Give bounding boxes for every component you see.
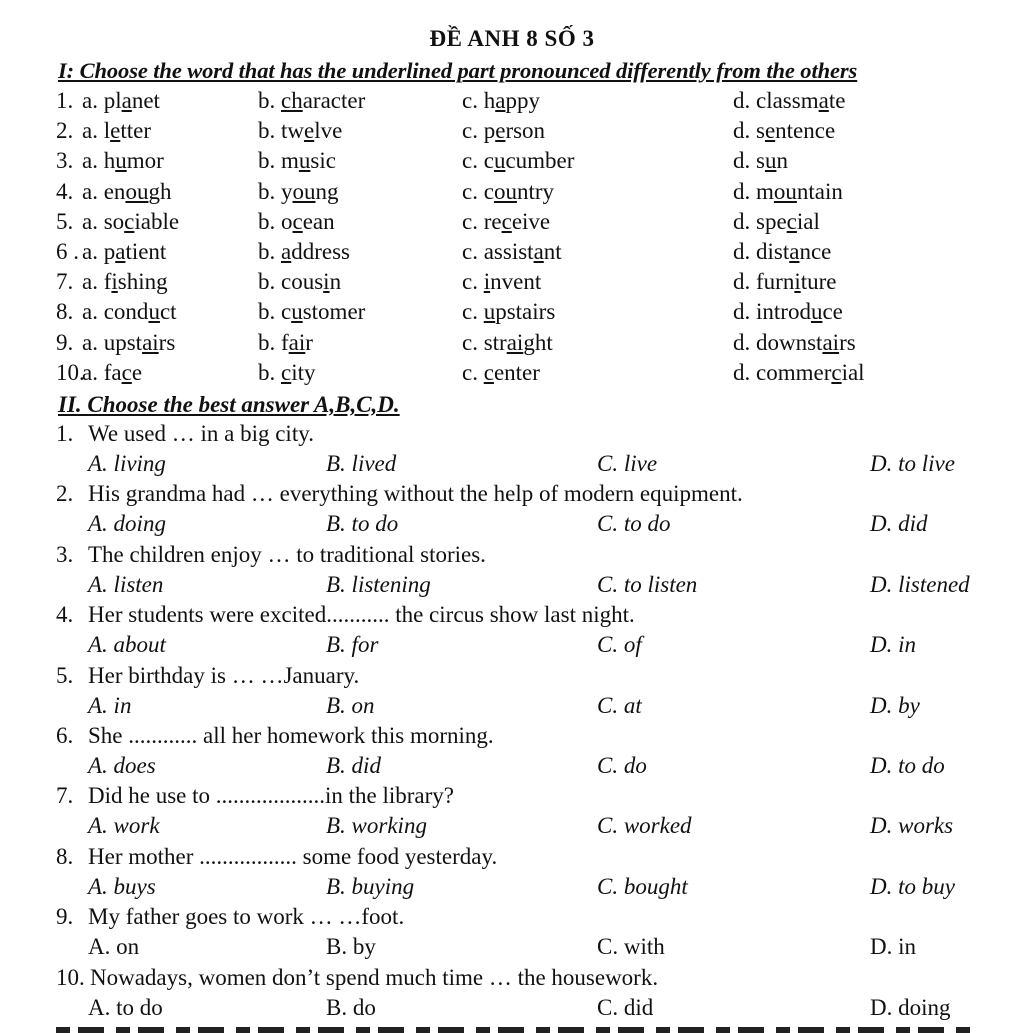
word-part: nce — [799, 239, 832, 264]
question-text: Her mother ................. some food yesterday. — [88, 843, 498, 869]
underlined-part: c — [292, 208, 303, 234]
answer-row — [0, 693, 1024, 723]
answer-option: D. by — [870, 692, 920, 718]
word-part: net — [131, 88, 160, 113]
word-option — [82, 330, 175, 356]
answer-option: D. doing — [870, 994, 951, 1020]
question-number: 4. — [56, 178, 74, 204]
word-part: sic — [310, 148, 336, 174]
underlined-part: ai — [822, 329, 840, 355]
option-letter: b. — [258, 269, 276, 295]
answer-option: A. in — [88, 692, 132, 718]
option-letter: a. — [82, 239, 98, 264]
underlined-part: u — [810, 299, 823, 325]
option-letter: c. — [462, 359, 478, 385]
question-row — [0, 723, 1024, 753]
question-text: My father goes to work … …foot. — [88, 904, 405, 930]
question-text: She ............ all her homework this morning. — [88, 723, 494, 748]
question-row — [0, 783, 1024, 813]
option-letter: d. — [733, 118, 751, 144]
word-option — [462, 179, 554, 205]
option-letter: d. — [733, 359, 751, 385]
underlined-part: u — [115, 148, 127, 174]
underlined-part: c — [121, 359, 132, 385]
underlined-part: a — [533, 239, 544, 264]
word-part: s — [756, 118, 765, 144]
underlined-part: a — [121, 88, 132, 113]
answer-row — [0, 451, 1024, 481]
word-part: ppy — [505, 88, 540, 113]
option-letter: b. — [258, 299, 276, 325]
answer-option: A. does — [88, 753, 156, 778]
underlined-part: u — [764, 148, 777, 174]
underlined-part: ou — [773, 178, 797, 204]
option-letter: b. — [258, 118, 276, 144]
question-row — [0, 148, 1024, 178]
word-part: ntry — [516, 178, 554, 204]
word-part: cous — [281, 269, 324, 295]
underlined-part: u — [493, 148, 506, 174]
word-option — [258, 148, 336, 174]
word-option — [733, 148, 788, 174]
word-part: fa — [103, 359, 122, 385]
question-row — [0, 602, 1024, 632]
answer-option: C. of — [597, 632, 642, 658]
answer-option: C. to do — [597, 511, 671, 537]
word-option — [462, 360, 540, 386]
word-option — [733, 88, 845, 114]
word-part: commer — [756, 359, 832, 385]
word-part: tter — [120, 118, 151, 144]
word-part: introd — [756, 299, 811, 325]
question-text: We used … in a big city. — [88, 421, 314, 446]
answer-option: C. at — [597, 692, 642, 718]
word-part: re — [483, 208, 502, 234]
word-part: rs — [839, 329, 856, 355]
answer-option: C. to listen — [597, 571, 698, 597]
option-letter: a. — [82, 88, 98, 113]
answer-option: C. worked — [597, 813, 692, 839]
question-number: 7. — [56, 269, 74, 295]
question-row — [0, 330, 1024, 360]
option-letter: d. — [733, 269, 751, 295]
answer-option: B. working — [326, 813, 427, 839]
word-part: downst — [756, 329, 823, 355]
question-row — [0, 481, 1024, 511]
answer-option: D. in — [870, 632, 916, 658]
section-1-heading: I: Choose the word that has the underlined part pronounced differently from the others — [58, 58, 858, 83]
word-part: gh — [148, 178, 172, 204]
word-part: stomer — [302, 299, 366, 325]
word-part: y — [281, 178, 293, 204]
underlined-part: a — [789, 239, 800, 264]
option-letter: c. — [462, 269, 478, 295]
answer-option: A. about — [88, 632, 166, 658]
question-row — [0, 269, 1024, 299]
question-text: Her birthday is … …January. — [88, 662, 360, 688]
option-letter: a. — [82, 269, 98, 295]
word-part: p — [103, 239, 116, 264]
word-part: classm — [756, 88, 819, 113]
word-part: n — [329, 269, 342, 295]
answer-option: C. did — [597, 994, 654, 1020]
word-option — [258, 330, 313, 356]
word-part: l — [103, 118, 111, 144]
word-option — [733, 209, 820, 235]
word-part: ng — [315, 178, 339, 204]
question-number: 3. — [56, 148, 74, 174]
underlined-part: i — [794, 269, 801, 295]
word-option — [733, 299, 843, 325]
underlined-part: a — [495, 88, 506, 113]
option-letter: c. — [462, 118, 478, 144]
word-part: p — [483, 118, 496, 144]
question-number: 1. — [56, 421, 74, 446]
word-part: h — [483, 88, 496, 113]
word-part: upst — [103, 329, 143, 355]
word-option — [258, 239, 350, 265]
underlined-part: u — [483, 299, 496, 325]
word-option — [258, 179, 339, 205]
option-letter: b. — [258, 148, 276, 174]
word-option — [258, 118, 342, 144]
underlined-part: a — [818, 88, 829, 113]
question-number: 9. — [56, 904, 74, 930]
word-option — [462, 148, 574, 174]
word-option — [82, 299, 177, 325]
underlined-part: e — [764, 118, 776, 144]
question-row — [0, 663, 1024, 693]
underlined-part: a — [115, 239, 126, 264]
word-option — [462, 118, 545, 144]
word-part: m — [281, 148, 299, 174]
word-part: eive — [511, 208, 551, 234]
word-part: r — [305, 329, 313, 355]
word-part: s — [756, 148, 765, 174]
word-part: c — [281, 299, 292, 325]
answer-option: B. to do — [326, 511, 399, 537]
question-number: 1. — [56, 88, 74, 113]
underlined-part: e — [495, 118, 506, 144]
underlined-part: c — [124, 208, 135, 234]
word-part: ght — [523, 329, 553, 355]
answer-option: A. buys — [88, 873, 156, 899]
word-part: cond — [103, 299, 149, 325]
option-letter: b. — [258, 329, 276, 355]
option-letter: b. — [258, 178, 276, 204]
option-letter: a. — [82, 148, 98, 174]
word-part: so — [103, 208, 125, 234]
word-part: f — [103, 269, 112, 295]
word-part: aracter — [302, 88, 366, 113]
question-row — [0, 209, 1024, 239]
word-part: furn — [756, 269, 795, 295]
word-part: tw — [281, 118, 304, 144]
word-option — [462, 330, 553, 356]
word-part: ean — [302, 208, 335, 234]
word-part: n — [776, 148, 788, 174]
underlined-part: c — [483, 359, 494, 385]
question-row — [0, 118, 1024, 148]
word-part: cumber — [505, 148, 575, 174]
option-letter: c. — [462, 208, 478, 234]
word-part: ct — [159, 299, 177, 325]
page-title: ĐỀ ANH 8 SỐ 3 — [429, 26, 595, 51]
word-option — [258, 209, 335, 235]
word-part: ity — [291, 359, 316, 385]
word-part: te — [828, 88, 846, 113]
word-option — [82, 209, 179, 235]
word-part: h — [103, 148, 116, 174]
word-part: str — [483, 329, 507, 355]
question-number: 8. — [56, 843, 74, 869]
word-part: nvent — [490, 269, 542, 295]
word-option — [733, 118, 835, 144]
question-number: 2. — [56, 481, 74, 507]
underlined-part: ai — [506, 329, 524, 355]
answer-option: C. live — [597, 451, 658, 476]
answer-option: B. did — [326, 753, 381, 778]
word-part: ial — [796, 208, 820, 234]
word-part: c — [483, 148, 494, 174]
answer-row — [0, 813, 1024, 843]
word-option — [462, 299, 555, 325]
answer-option: D. to do — [870, 753, 945, 778]
option-letter: b. — [258, 88, 276, 113]
option-letter: c. — [462, 329, 478, 355]
underlined-part: ou — [125, 178, 149, 204]
question-row — [0, 844, 1024, 874]
word-option — [258, 299, 365, 325]
cut-off-next-line — [56, 1027, 976, 1033]
underlined-part: i — [111, 269, 118, 295]
answer-row — [0, 753, 1024, 783]
answer-option: D. listened — [870, 571, 970, 597]
word-part: en — [103, 178, 126, 204]
option-letter: a. — [82, 359, 98, 385]
question-row — [0, 421, 1024, 451]
option-letter: c. — [462, 299, 478, 325]
question-number: 10. — [56, 359, 85, 385]
word-part: tient — [125, 239, 167, 264]
question-number: 9. — [56, 329, 74, 355]
question-text: Nowadays, women don’t spend much time … the housework. — [90, 964, 659, 990]
word-part: e — [131, 359, 143, 385]
word-option — [258, 88, 365, 114]
word-part: f — [281, 329, 289, 355]
answer-option: B. on — [326, 692, 375, 718]
option-letter: d. — [733, 148, 751, 174]
question-number: 3. — [56, 541, 74, 567]
underlined-part: a — [281, 239, 292, 264]
word-part: rson — [505, 118, 546, 144]
answer-option: D. in — [870, 934, 916, 960]
answer-option: B. buying — [326, 873, 415, 899]
word-option — [462, 269, 541, 295]
answer-option: B. by — [326, 934, 376, 960]
answer-row — [0, 934, 1024, 964]
answer-option: D. to buy — [870, 873, 955, 899]
word-option — [82, 239, 166, 265]
question-text: His grandma had … everything without the help of modern equipment. — [88, 481, 743, 507]
option-letter: b. — [258, 208, 276, 234]
underlined-part: i — [323, 269, 330, 295]
answer-option: B. do — [326, 994, 376, 1020]
word-part: spe — [756, 208, 787, 234]
question-text: Her students were excited........... the circus show last night. — [88, 602, 635, 628]
underlined-part: i — [483, 269, 491, 295]
answer-row — [0, 995, 1024, 1025]
word-part: nt — [543, 239, 562, 264]
question-row — [0, 179, 1024, 209]
answer-option: D. to live — [870, 451, 955, 476]
option-letter: c. — [462, 88, 478, 113]
word-option — [733, 179, 843, 205]
word-option — [258, 360, 316, 386]
word-part: ce — [822, 299, 843, 325]
underlined-part: e — [304, 118, 315, 144]
option-letter: c. — [462, 148, 478, 174]
question-row — [0, 88, 1024, 118]
option-letter: d. — [733, 208, 751, 234]
question-number: 8. — [56, 299, 74, 325]
underlined-part: ch — [281, 88, 303, 113]
question-number: 6. — [56, 723, 74, 748]
answer-option: A. living — [88, 451, 166, 476]
underlined-part: ou — [493, 178, 517, 204]
underlined-part: u — [298, 148, 311, 174]
question-number: 6 . — [56, 239, 79, 264]
underlined-part: c — [281, 359, 292, 385]
word-option — [82, 360, 142, 386]
question-text: The children enjoy … to traditional stories. — [88, 541, 486, 567]
word-part: mor — [126, 148, 164, 174]
word-option — [82, 269, 168, 295]
underlined-part: ai — [288, 329, 306, 355]
word-part: rs — [158, 329, 176, 355]
answer-option: D. works — [870, 813, 954, 839]
question-text: Did he use to ...................in the library? — [88, 783, 455, 809]
option-letter: a. — [82, 329, 98, 355]
option-letter: b. — [258, 359, 276, 385]
answer-row — [0, 572, 1024, 602]
word-part: ddress — [291, 239, 350, 264]
question-number: 2. — [56, 118, 74, 144]
question-row — [0, 542, 1024, 572]
underlined-part: c — [501, 208, 512, 234]
question-row — [0, 299, 1024, 329]
word-part: iable — [134, 208, 180, 234]
word-option — [82, 148, 164, 174]
word-option — [462, 88, 540, 114]
word-part: pstairs — [495, 299, 556, 325]
word-part: ntain — [796, 178, 843, 204]
word-option — [733, 239, 831, 265]
word-part: m — [756, 178, 774, 204]
word-option — [733, 360, 865, 386]
section-2-heading: II. Choose the best answer A,B,C,D. — [58, 392, 400, 417]
option-letter: a. — [82, 118, 98, 144]
question-number: 10. — [56, 964, 85, 990]
answer-option: B. lived — [326, 451, 397, 476]
answer-option: D. did — [870, 511, 928, 537]
option-letter: d. — [733, 239, 751, 264]
answer-option: A. doing — [88, 511, 166, 537]
option-letter: d. — [733, 178, 751, 204]
underlined-part: ou — [292, 178, 316, 204]
word-option — [462, 209, 550, 235]
word-option — [733, 330, 856, 356]
underlined-part: e — [110, 118, 121, 144]
question-row — [0, 360, 1024, 390]
question-number: 4. — [56, 602, 74, 628]
option-letter: d. — [733, 299, 751, 325]
underlined-part: c — [831, 359, 842, 385]
question-row — [0, 965, 1024, 995]
underlined-part: u — [148, 299, 160, 325]
question-number: 5. — [56, 208, 74, 234]
answer-option: A. work — [88, 813, 160, 839]
question-number: 5. — [56, 662, 74, 688]
question-number: 7. — [56, 783, 74, 809]
option-letter: a. — [82, 299, 98, 325]
option-letter: d. — [733, 88, 751, 113]
word-part: assist — [483, 239, 534, 264]
question-row — [0, 239, 1024, 269]
underlined-part: ai — [142, 329, 159, 355]
word-part: ial — [841, 359, 865, 385]
word-part: shing — [117, 269, 168, 295]
answer-option: C. with — [597, 934, 665, 960]
answer-row — [0, 632, 1024, 662]
word-part: pl — [103, 88, 122, 113]
word-option — [733, 269, 836, 295]
word-part: ntence — [775, 118, 836, 144]
word-option — [462, 239, 562, 265]
question-row — [0, 904, 1024, 934]
underlined-part: c — [786, 208, 797, 234]
option-letter: a. — [82, 178, 98, 204]
answer-option: C. bought — [597, 873, 688, 899]
answer-option: B. listening — [326, 571, 431, 597]
option-letter: d. — [733, 329, 751, 355]
word-part: dist — [756, 239, 790, 264]
word-part: o — [281, 208, 293, 234]
answer-row — [0, 874, 1024, 904]
option-letter: c. — [462, 239, 478, 264]
option-letter: a. — [82, 208, 98, 234]
answer-option: C. do — [597, 753, 647, 778]
answer-option: A. on — [88, 934, 140, 960]
word-part: enter — [493, 359, 540, 385]
option-letter: b. — [258, 239, 276, 264]
word-option — [82, 179, 171, 205]
word-part: ture — [800, 269, 837, 295]
word-option — [258, 269, 341, 295]
option-letter: c. — [462, 178, 478, 204]
word-option — [82, 118, 151, 144]
word-part: c — [483, 178, 494, 204]
answer-option: A. to do — [88, 994, 163, 1020]
answer-option: B. for — [326, 632, 379, 658]
answer-option: A. listen — [88, 571, 164, 597]
word-option — [82, 88, 160, 114]
word-part: lve — [314, 118, 343, 144]
answer-row — [0, 511, 1024, 541]
underlined-part: u — [291, 299, 303, 325]
